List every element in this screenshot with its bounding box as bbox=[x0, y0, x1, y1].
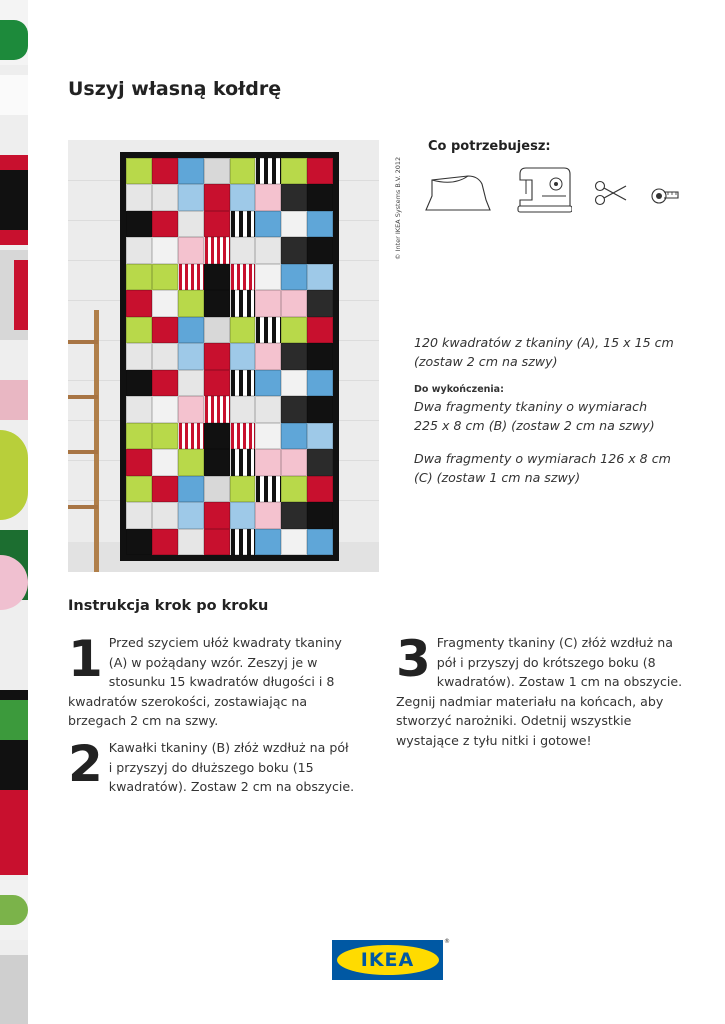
needs-heading: Co potrzebujesz: bbox=[428, 139, 551, 154]
materials-list bbox=[414, 333, 704, 487]
quilt-square bbox=[178, 449, 204, 475]
quilt-square bbox=[307, 343, 333, 369]
materials-c-line-2: (C) (zostaw 1 cm na szwy) bbox=[414, 470, 581, 485]
quilt-square bbox=[281, 423, 307, 449]
quilt-square bbox=[255, 264, 281, 290]
quilt-square bbox=[281, 237, 307, 263]
quilt-square bbox=[126, 158, 152, 184]
quilt-square bbox=[255, 396, 281, 422]
quilt-square bbox=[126, 502, 152, 528]
quilt-square bbox=[255, 237, 281, 263]
quilt-square bbox=[126, 396, 152, 422]
quilt-square bbox=[204, 158, 230, 184]
materials-main-line-2: (zostaw 2 cm na szwy) bbox=[414, 354, 558, 369]
quilt-square bbox=[126, 423, 152, 449]
quilt-square bbox=[152, 158, 178, 184]
quilt-square bbox=[204, 423, 230, 449]
quilt-square bbox=[126, 476, 152, 502]
ikea-logo bbox=[332, 938, 450, 980]
quilt-square bbox=[126, 237, 152, 263]
quilt-square bbox=[255, 476, 281, 502]
quilt-square bbox=[178, 529, 204, 555]
quilt-square bbox=[281, 449, 307, 475]
quilt-square bbox=[152, 343, 178, 369]
copyright-notice: © Inter IKEA Systems B.V. 2012 bbox=[394, 156, 402, 260]
quilt-square bbox=[230, 158, 256, 184]
quilt-square bbox=[230, 290, 256, 316]
quilt-square bbox=[307, 237, 333, 263]
quilt-square bbox=[255, 184, 281, 210]
quilt-square bbox=[281, 158, 307, 184]
quilt-square bbox=[126, 370, 152, 396]
quilt-square bbox=[307, 158, 333, 184]
step-number: 2 bbox=[68, 735, 103, 793]
quilt-square bbox=[126, 317, 152, 343]
quilt-square bbox=[204, 449, 230, 475]
quilt-square bbox=[307, 290, 333, 316]
quilt-square bbox=[307, 476, 333, 502]
step-text: Przed szyciem ułóż kwadraty tkaniny (A) w pożądany wzór. Zeszyj je w stosunku 15 kwadratów długości i 8 kwadratów szerokości, zostawiając na brzegach 2 cm na szwy. bbox=[68, 635, 342, 728]
step-1 bbox=[68, 630, 350, 731]
instructions-heading: Instrukcja krok po kroku bbox=[68, 598, 269, 614]
quilt-square bbox=[255, 529, 281, 555]
sewing-machine-icon bbox=[516, 166, 572, 214]
quilt-square bbox=[178, 502, 204, 528]
quilt-square bbox=[230, 476, 256, 502]
quilt-square bbox=[152, 370, 178, 396]
quilt-square bbox=[307, 264, 333, 290]
step-text: Fragmenty tkaniny (C) złóż wzdłuż na pół i przyszyj do krótszego boku (8 kwadratów). Zostaw 1 cm na obszycie. Zegnij nadmiar materiału na końcach, aby stworzyć narożniki. Odetnij wszystkie wystające z tyłu nitki i gotowe! bbox=[396, 635, 683, 748]
quilt-square bbox=[178, 211, 204, 237]
quilt-square bbox=[281, 502, 307, 528]
quilt-square bbox=[307, 502, 333, 528]
quilt-square bbox=[126, 264, 152, 290]
quilt-square bbox=[126, 529, 152, 555]
quilt-square bbox=[281, 529, 307, 555]
quilt-square bbox=[126, 343, 152, 369]
quilt-square bbox=[178, 343, 204, 369]
quilt-square bbox=[204, 476, 230, 502]
materials-b-line-2: 225 x 8 cm (B) (zostaw 2 cm na szwy) bbox=[414, 418, 655, 433]
quilt-square bbox=[255, 317, 281, 343]
quilt-square bbox=[307, 449, 333, 475]
step-number: 3 bbox=[396, 630, 431, 688]
wooden-ladder bbox=[68, 310, 116, 572]
quilt-square bbox=[255, 158, 281, 184]
quilt-square bbox=[307, 184, 333, 210]
quilt-square bbox=[152, 396, 178, 422]
step-text: Kawałki tkaniny (B) złóż wzdłuż na pół i przyszyj do dłuższego boku (15 kwadratów). Zostaw 2 cm na obszycie. bbox=[108, 740, 355, 794]
quilt-square bbox=[307, 396, 333, 422]
quilt-square bbox=[204, 184, 230, 210]
quilt-square bbox=[230, 423, 256, 449]
quilt-square bbox=[152, 184, 178, 210]
quilt-square bbox=[255, 290, 281, 316]
scissors-icon bbox=[594, 180, 628, 206]
quilt-square bbox=[230, 211, 256, 237]
quilt-square bbox=[152, 423, 178, 449]
quilt-square bbox=[307, 529, 333, 555]
quilt-square bbox=[178, 237, 204, 263]
quilt-square bbox=[281, 396, 307, 422]
quilt-square bbox=[230, 502, 256, 528]
quilt-square bbox=[204, 211, 230, 237]
quilt-square bbox=[255, 343, 281, 369]
registered-mark: ® bbox=[444, 938, 450, 945]
quilt-square bbox=[204, 529, 230, 555]
quilt-square bbox=[230, 184, 256, 210]
quilt-square bbox=[255, 370, 281, 396]
quilt-square bbox=[255, 502, 281, 528]
quilt-square bbox=[255, 211, 281, 237]
quilt-square bbox=[281, 317, 307, 343]
quilt-square bbox=[178, 184, 204, 210]
quilt-square bbox=[152, 237, 178, 263]
quilt-square bbox=[204, 396, 230, 422]
quilt-square bbox=[152, 317, 178, 343]
quilt-square bbox=[281, 476, 307, 502]
quilt-square bbox=[178, 396, 204, 422]
page-title: Uszyj własną kołdrę bbox=[68, 78, 282, 100]
quilt-square bbox=[281, 290, 307, 316]
quilt-square bbox=[281, 211, 307, 237]
quilt-square bbox=[126, 290, 152, 316]
quilt-square bbox=[126, 449, 152, 475]
quilt-square bbox=[230, 449, 256, 475]
quilt-square bbox=[230, 237, 256, 263]
quilt-square bbox=[152, 476, 178, 502]
quilt-square bbox=[204, 264, 230, 290]
quilt-square bbox=[178, 370, 204, 396]
quilt-square bbox=[204, 317, 230, 343]
fabric-edge-strip bbox=[0, 0, 28, 1024]
quilt-square bbox=[204, 290, 230, 316]
fabric-bolt-icon bbox=[424, 170, 492, 212]
quilt-square bbox=[178, 264, 204, 290]
patchwork-quilt-photo bbox=[68, 140, 379, 572]
logo-text: IKEA bbox=[360, 949, 415, 971]
quilt-square bbox=[230, 343, 256, 369]
quilt-square bbox=[281, 264, 307, 290]
quilt-square bbox=[307, 211, 333, 237]
tape-measure-icon bbox=[650, 186, 680, 206]
quilt-square bbox=[178, 158, 204, 184]
quilt-square bbox=[204, 237, 230, 263]
quilt-square bbox=[178, 317, 204, 343]
quilt-square bbox=[152, 529, 178, 555]
quilt-square bbox=[152, 290, 178, 316]
quilt-square bbox=[126, 211, 152, 237]
quilt-square bbox=[152, 264, 178, 290]
materials-main-line-1: 120 kwadratów z tkaniny (A), 15 x 15 cm bbox=[414, 335, 674, 350]
quilt-square bbox=[152, 211, 178, 237]
quilt-square bbox=[204, 370, 230, 396]
quilt-square bbox=[281, 343, 307, 369]
quilt-square bbox=[152, 449, 178, 475]
quilt-square bbox=[307, 370, 333, 396]
materials-c-line-1: Dwa fragmenty o wymiarach 126 x 8 cm bbox=[414, 451, 671, 466]
quilt-square bbox=[255, 449, 281, 475]
quilt-square bbox=[204, 502, 230, 528]
quilt-square bbox=[307, 317, 333, 343]
step-2 bbox=[68, 735, 356, 797]
step-number: 1 bbox=[68, 630, 103, 688]
quilt-square bbox=[152, 502, 178, 528]
quilt-square bbox=[178, 476, 204, 502]
quilt-square bbox=[230, 264, 256, 290]
quilt-square bbox=[126, 184, 152, 210]
quilt-square bbox=[281, 370, 307, 396]
quilt-square bbox=[230, 396, 256, 422]
step-3 bbox=[396, 630, 686, 750]
quilt-square bbox=[204, 343, 230, 369]
quilt-square bbox=[281, 184, 307, 210]
finish-heading: Do wykończenia: bbox=[414, 384, 504, 395]
quilt-square bbox=[255, 423, 281, 449]
quilt-square bbox=[307, 423, 333, 449]
quilt-square bbox=[230, 317, 256, 343]
materials-b-line-1: Dwa fragmenty tkaniny o wymiarach bbox=[414, 399, 648, 414]
quilt-square bbox=[230, 370, 256, 396]
quilt-square bbox=[230, 529, 256, 555]
quilt bbox=[120, 152, 339, 561]
quilt-square bbox=[178, 290, 204, 316]
quilt-square bbox=[178, 423, 204, 449]
